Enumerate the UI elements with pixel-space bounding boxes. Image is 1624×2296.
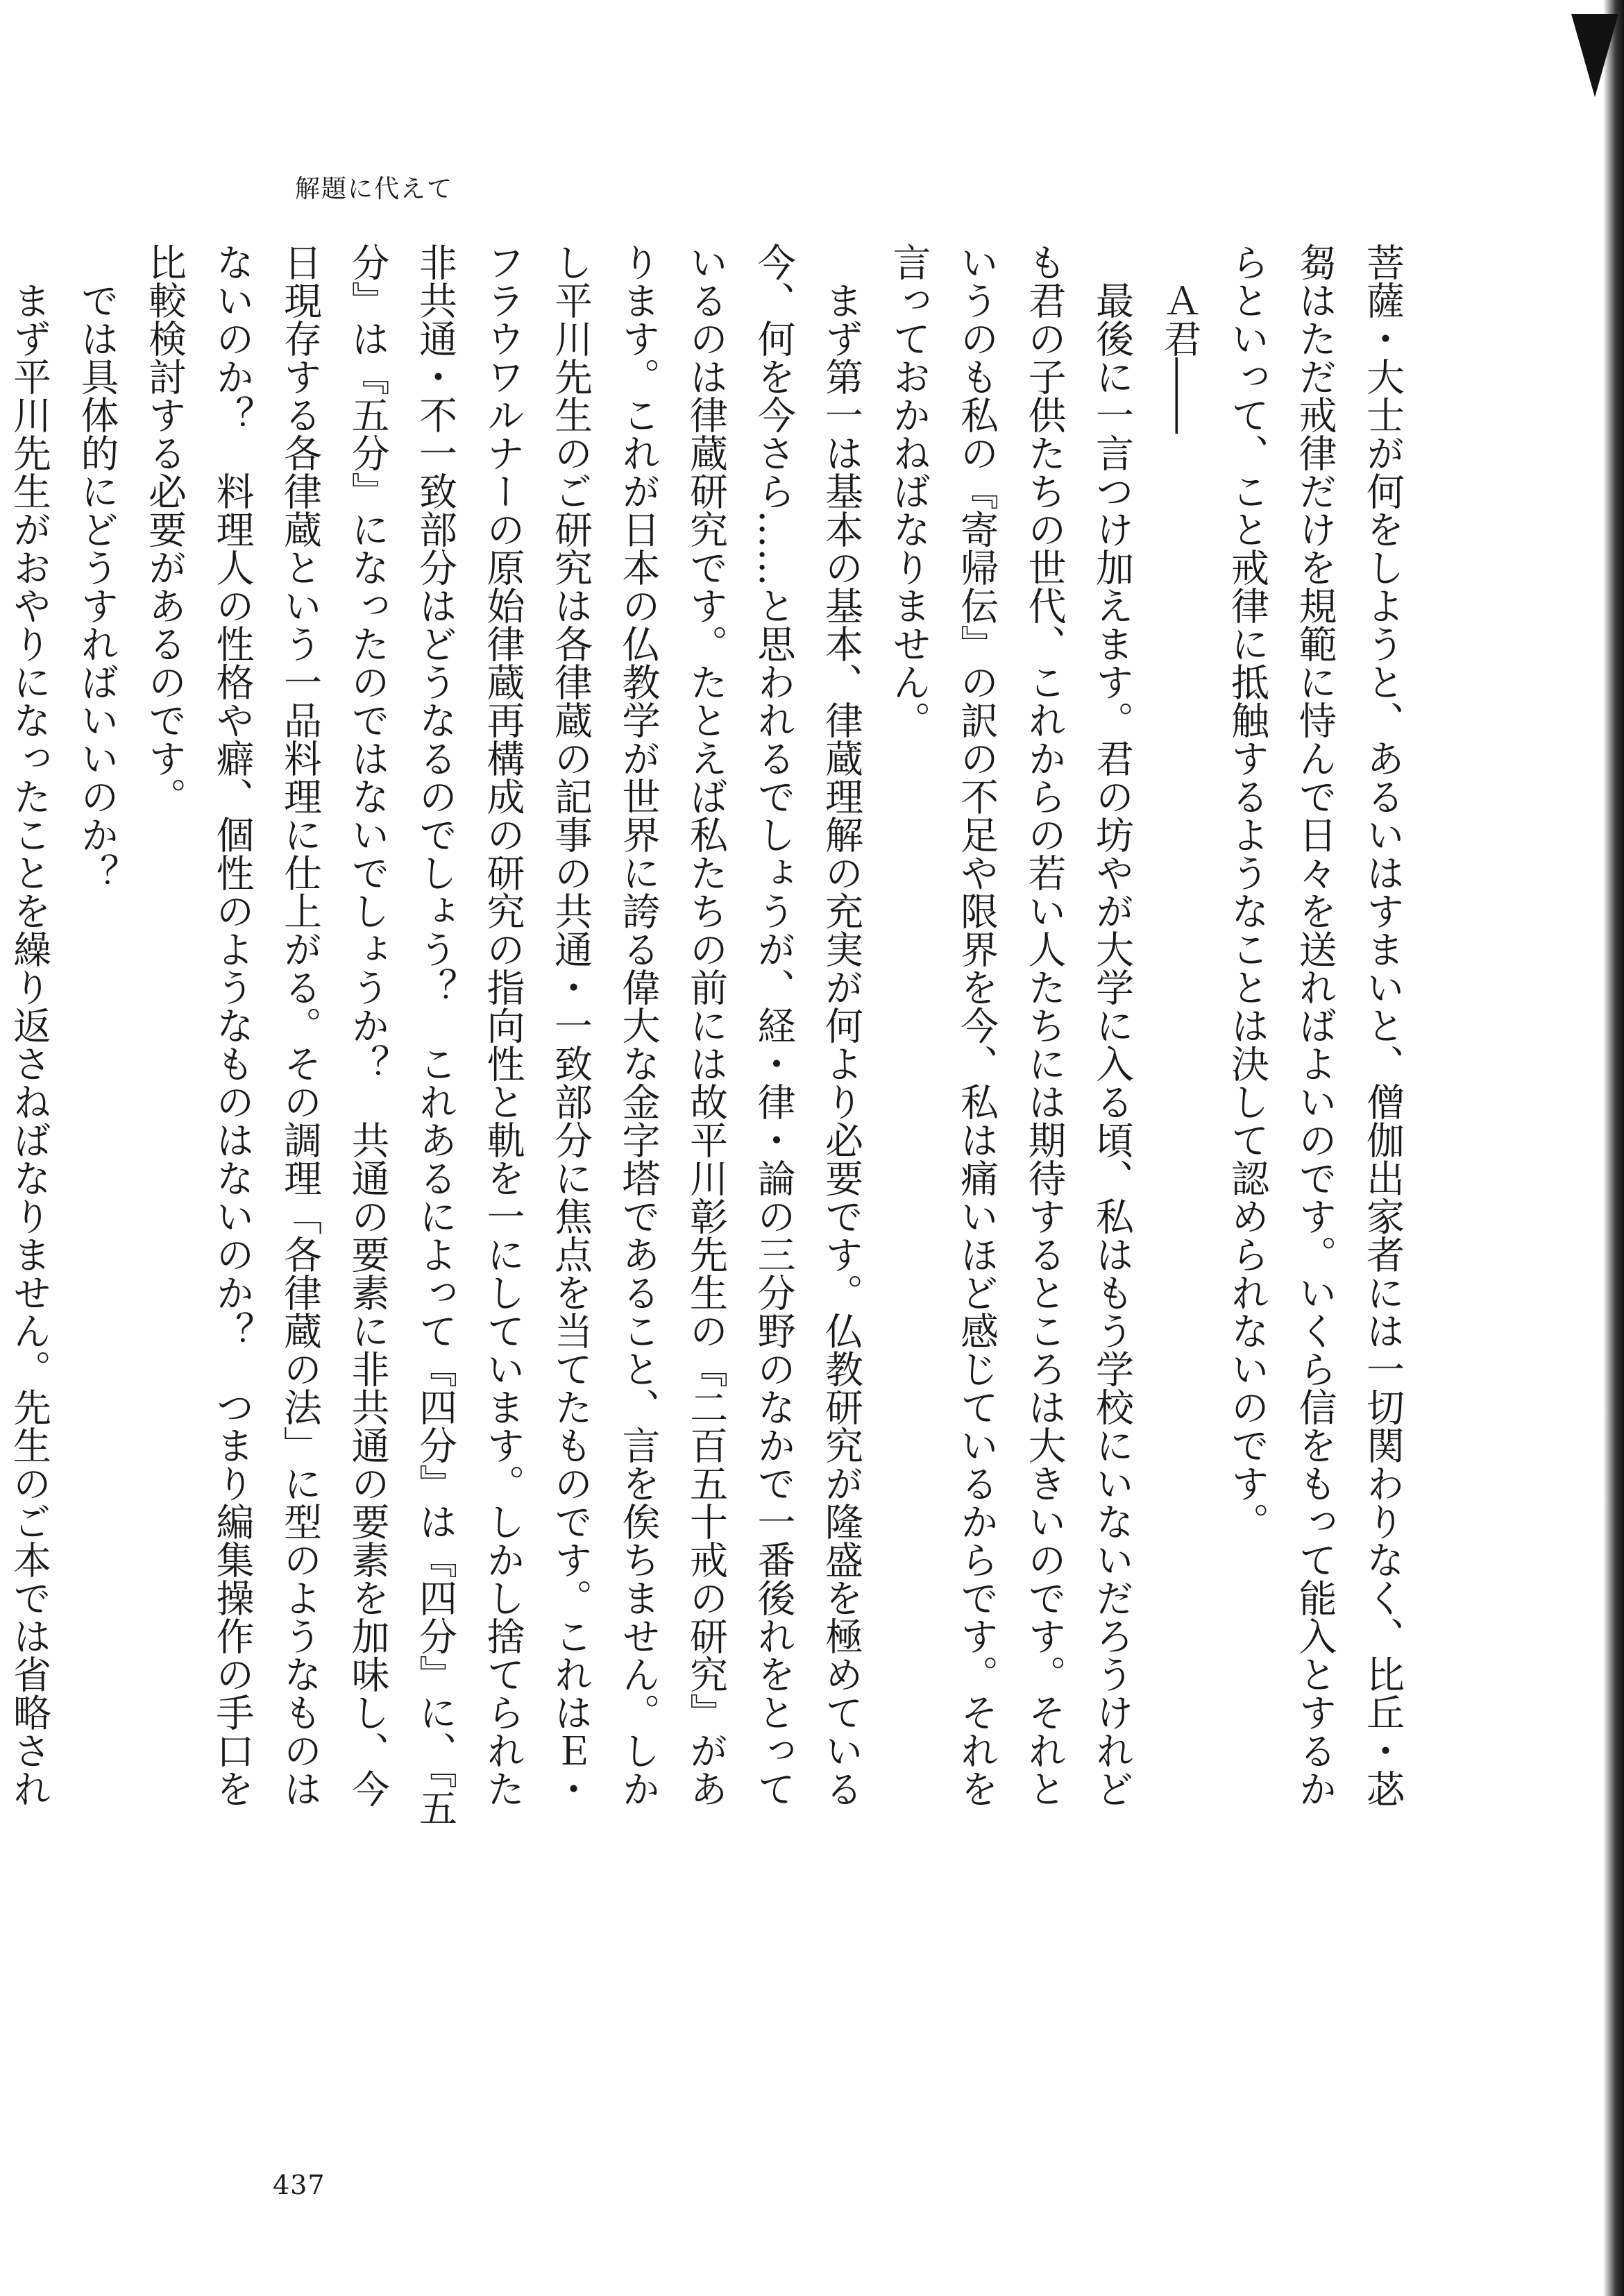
paragraph-3: 最後に一言つけ加えます。君の坊やが大学に入る頃、私はもう学校にいないだろうけれども君の子供たちの世代、これからの若い人たちには期待するところは大きいのです。それというのも私の『寄帰伝』の訳の不足や限界を今、私は痛いほど感じているからです。それを言っておかねばなりません。 — [886, 243, 1134, 1808]
paragraph-address: Ａ君―― — [1157, 281, 1202, 434]
page-number: 437 — [273, 2170, 325, 2200]
paragraph-1: 菩薩・大士が何をしようと、あるいはすまいと、僧伽出家者には一切関わりなく、比丘・苾芻はただ戒律だけを規範に恃んで日々を送ればよいのです。いくら信をもって能入とするからといって、こと戒律に抵触するようなことは決して認められないのです。 — [1225, 243, 1405, 1808]
body-text — [7, 243, 1416, 1828]
edge-tab-mark — [1571, 14, 1618, 97]
paragraph-4: まず第一は基本の基本、律蔵理解の充実が何より必要です。仏教研究が隆盛を極めている今、何を今さら……と思われるでしょうが、経・律・論の三分野のなかで一番後れをとっているのは律蔵研究です。たとえば私たちの前には故平川彰先生の『二百五十戒の研究』があります。これが日本の仏教学が世界に誇る偉大な金字塔であること、言を俟ちません。しかし平川先生のご研究は各律蔵の記事の共通・一致部分に焦点を当てたものです。これはＥ・フラウワルナーの原始律蔵再構成の研究の指向性と軌を一にしています。しかし捨てられた非共通・不一致部分はどうなるのでしょう？ これあるによって『四分』は『四分』に、『五分』は『五分』になったのではないでしょうか？ 共通の要素に非共通の要素を加味し、今日現存する各律蔵という一品料理に仕上がる。その調理「各律蔵の法」に型のようなものはないのか？ 料理人の性格や癖、個性のようなものはないのか？ つまり編集操作の手口を比較検討する必要があるのです。 — [142, 243, 863, 1827]
running-head: 解題に代えて — [295, 175, 454, 203]
paragraph-5: では具体的にどうすればいいのか？ — [74, 281, 119, 892]
paragraph-6: まず平川先生がおやりになったことを繰り返さねばなりません。先生のご本では省略され — [7, 281, 51, 1808]
binding-shadow — [1603, 0, 1624, 2296]
